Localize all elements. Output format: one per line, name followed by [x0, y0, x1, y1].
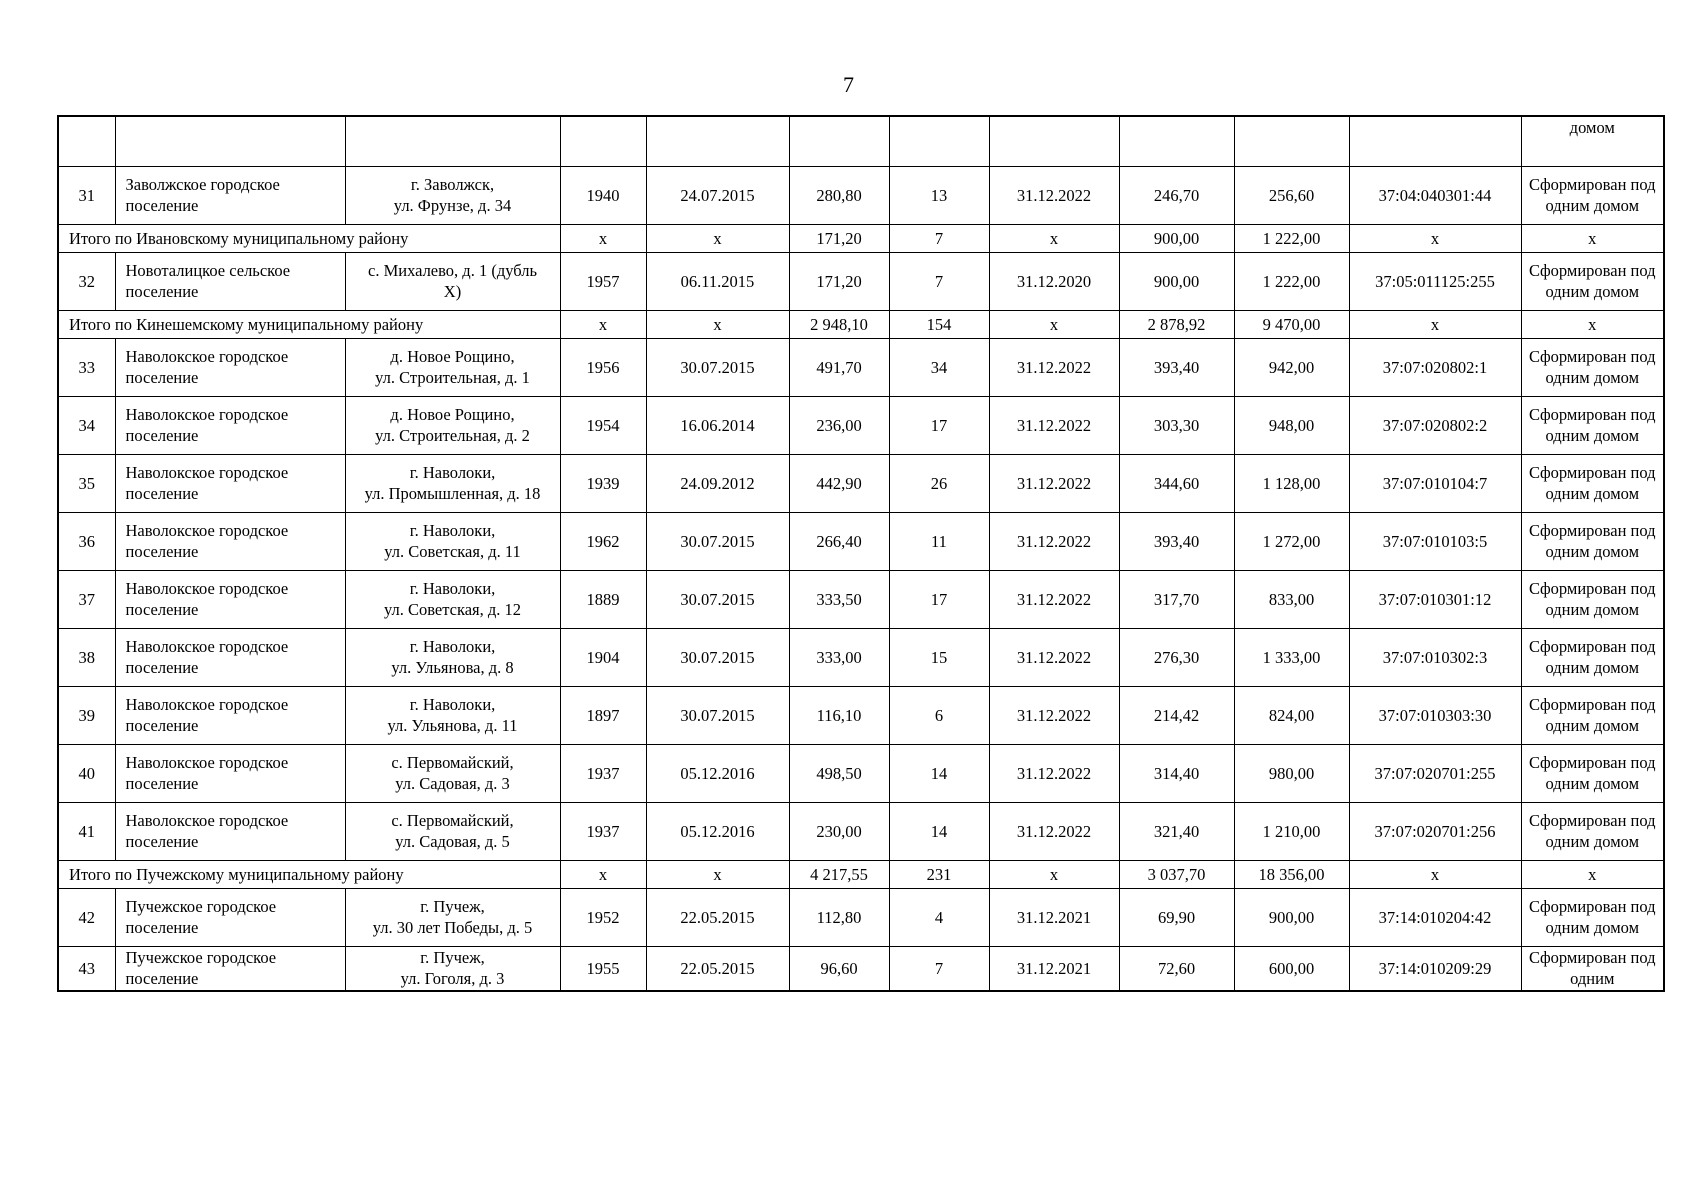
residents: 26: [889, 454, 989, 512]
area-2: 321,40: [1119, 802, 1234, 860]
build-year: 1956: [560, 338, 646, 396]
build-year: 1937: [560, 802, 646, 860]
area: 96,60: [789, 946, 889, 991]
land-area: 1 128,00: [1234, 454, 1349, 512]
address-line-2: Х): [443, 282, 462, 301]
table-row: [58, 802, 1664, 860]
row-number: 34: [58, 396, 115, 454]
total-date: x: [646, 860, 789, 888]
address-cell: [345, 570, 560, 628]
address-line-2: ул. Садовая, д. 3: [395, 774, 510, 793]
address-line-2: ул. Строительная, д. 2: [375, 426, 530, 445]
settlement-name: Наволокское городское поселение: [115, 338, 345, 396]
deadline: 31.12.2022: [989, 802, 1119, 860]
address-line-1: г. Наволоки,: [409, 695, 496, 714]
row-number: 42: [58, 888, 115, 946]
build-year: 1897: [560, 686, 646, 744]
land-area: 1 333,00: [1234, 628, 1349, 686]
recognition-date: 24.09.2012: [646, 454, 789, 512]
total-year: x: [560, 310, 646, 338]
area: 236,00: [789, 396, 889, 454]
address-line-2: ул. Садовая, д. 5: [395, 832, 510, 851]
residents: 15: [889, 628, 989, 686]
status-cell: Сформирован под одним домом: [1521, 686, 1664, 744]
build-year: 1889: [560, 570, 646, 628]
address-cell: [345, 166, 560, 224]
area: 333,00: [789, 628, 889, 686]
land-area: 256,60: [1234, 166, 1349, 224]
settlement-name: Заволжское городское поселение: [115, 166, 345, 224]
cadastral-number: 37:07:010303:30: [1349, 686, 1521, 744]
total-area2: 2 878,92: [1119, 310, 1234, 338]
row-number: 32: [58, 252, 115, 310]
address-line-1: г. Наволоки,: [409, 579, 496, 598]
area-2: 344,60: [1119, 454, 1234, 512]
row-number: 35: [58, 454, 115, 512]
residents: 7: [889, 946, 989, 991]
total-row: [58, 860, 1664, 888]
deadline: 31.12.2022: [989, 744, 1119, 802]
total-area: 2 948,10: [789, 310, 889, 338]
address-line-1: г. Пучеж,: [420, 948, 485, 968]
total-deadline: x: [989, 224, 1119, 252]
recognition-date: 05.12.2016: [646, 744, 789, 802]
total-land-area: 9 470,00: [1234, 310, 1349, 338]
residents: 6: [889, 686, 989, 744]
area-2: 314,40: [1119, 744, 1234, 802]
row-number: 39: [58, 686, 115, 744]
cadastral-number: 37:05:011125:255: [1349, 252, 1521, 310]
total-label: Итого по Ивановскому муниципальному району: [58, 224, 560, 252]
status-cell: Сформирован под одним домом: [1521, 396, 1664, 454]
total-cadastral: x: [1349, 224, 1521, 252]
total-residents: 7: [889, 224, 989, 252]
address-line-1: г. Пучеж,: [420, 897, 485, 916]
deadline: 31.12.2021: [989, 946, 1119, 991]
status-cell: домом: [1521, 116, 1664, 166]
table-row: [58, 744, 1664, 802]
deadline: 31.12.2022: [989, 570, 1119, 628]
housing-table: [57, 115, 1665, 992]
deadline: 31.12.2022: [989, 454, 1119, 512]
area-2: 69,90: [1119, 888, 1234, 946]
address-line-2: ул. Ульянова, д. 8: [391, 658, 514, 677]
total-date: x: [646, 224, 789, 252]
land-area: 824,00: [1234, 686, 1349, 744]
area-2: 214,42: [1119, 686, 1234, 744]
address-cell: [345, 512, 560, 570]
table-row: [58, 628, 1664, 686]
address-line-1: г. Заволжск,: [410, 175, 495, 194]
residents: 34: [889, 338, 989, 396]
table-row: [58, 512, 1664, 570]
build-year: 1962: [560, 512, 646, 570]
area: 116,10: [789, 686, 889, 744]
total-date: x: [646, 310, 789, 338]
row-number: 41: [58, 802, 115, 860]
total-label: Итого по Пучежскому муниципальному району: [58, 860, 560, 888]
area: 280,80: [789, 166, 889, 224]
build-year: 1940: [560, 166, 646, 224]
area-2: 393,40: [1119, 338, 1234, 396]
build-year: 1957: [560, 252, 646, 310]
cadastral-number: 37:04:040301:44: [1349, 166, 1521, 224]
residents: 17: [889, 570, 989, 628]
total-residents: 154: [889, 310, 989, 338]
status-cell: Сформирован под одним домом: [1521, 338, 1664, 396]
recognition-date: 06.11.2015: [646, 252, 789, 310]
row-number: 31: [58, 166, 115, 224]
total-land-area: 1 222,00: [1234, 224, 1349, 252]
status-cell: Сформирован под одним домом: [1521, 454, 1664, 512]
land-area: 1 272,00: [1234, 512, 1349, 570]
settlement-name: Наволокское городское поселение: [115, 570, 345, 628]
build-year: 1939: [560, 454, 646, 512]
deadline: 31.12.2020: [989, 252, 1119, 310]
address-cell: [345, 454, 560, 512]
recognition-date: 30.07.2015: [646, 686, 789, 744]
address-line-1: с. Первомайский,: [391, 753, 514, 772]
continuation-row: [58, 116, 1664, 166]
land-area: 900,00: [1234, 888, 1349, 946]
area-2: 72,60: [1119, 946, 1234, 991]
total-row: [58, 310, 1664, 338]
build-year: 1955: [560, 946, 646, 991]
area-2: 317,70: [1119, 570, 1234, 628]
recognition-date: 16.06.2014: [646, 396, 789, 454]
address-cell: [345, 628, 560, 686]
total-cadastral: x: [1349, 310, 1521, 338]
recognition-date: 30.07.2015: [646, 512, 789, 570]
area-2: 900,00: [1119, 252, 1234, 310]
cadastral-number: 37:07:020701:256: [1349, 802, 1521, 860]
land-area: 980,00: [1234, 744, 1349, 802]
area: 333,50: [789, 570, 889, 628]
settlement-name: Наволокское городское поселение: [115, 454, 345, 512]
build-year: 1952: [560, 888, 646, 946]
address-cell: [345, 252, 560, 310]
total-year: x: [560, 224, 646, 252]
land-area: 948,00: [1234, 396, 1349, 454]
address-line-1: с. Михалево, д. 1 (дубль: [368, 261, 537, 280]
status-cell: Сформирован под одним домом: [1521, 802, 1664, 860]
land-area: 833,00: [1234, 570, 1349, 628]
total-area2: 900,00: [1119, 224, 1234, 252]
total-status: x: [1521, 224, 1664, 252]
total-area: 4 217,55: [789, 860, 889, 888]
area: 230,00: [789, 802, 889, 860]
area-2: 246,70: [1119, 166, 1234, 224]
address-cell: [345, 686, 560, 744]
cadastral-number: 37:07:010103:5: [1349, 512, 1521, 570]
area: 498,50: [789, 744, 889, 802]
total-land-area: 18 356,00: [1234, 860, 1349, 888]
cadastral-number: 37:07:020802:1: [1349, 338, 1521, 396]
status-cell: Сформирован под одним домом: [1521, 512, 1664, 570]
settlement-name: Наволокское городское поселение: [115, 744, 345, 802]
total-cadastral: x: [1349, 860, 1521, 888]
total-residents: 231: [889, 860, 989, 888]
address-cell: [345, 802, 560, 860]
address-line-2: ул. Советская, д. 11: [384, 542, 521, 561]
cadastral-number: 37:14:010209:29: [1349, 946, 1521, 991]
total-deadline: x: [989, 310, 1119, 338]
address-cell: [345, 946, 560, 991]
table-row: [58, 570, 1664, 628]
cadastral-number: 37:07:010302:3: [1349, 628, 1521, 686]
address-cell: [345, 888, 560, 946]
table-row: [58, 888, 1664, 946]
recognition-date: 05.12.2016: [646, 802, 789, 860]
row-number: 38: [58, 628, 115, 686]
build-year: 1904: [560, 628, 646, 686]
address-line-2: ул. 30 лет Победы, д. 5: [372, 918, 533, 937]
address-line-2: ул. Советская, д. 12: [383, 600, 522, 619]
status-cell: Сформирован под одним: [1521, 946, 1664, 991]
settlement-name: Пучежское городское поселение: [115, 946, 345, 991]
deadline: 31.12.2022: [989, 396, 1119, 454]
deadline: 31.12.2022: [989, 512, 1119, 570]
address-line-1: д. Новое Рощино,: [390, 347, 515, 366]
total-status: x: [1521, 860, 1664, 888]
deadline: 31.12.2022: [989, 628, 1119, 686]
status-cell: Сформирован под одним домом: [1521, 744, 1664, 802]
table-row: [58, 338, 1664, 396]
table-row: [58, 686, 1664, 744]
address-line-1: д. Новое Рощино,: [390, 405, 515, 424]
total-status: x: [1521, 310, 1664, 338]
status-cell: Сформирован под одним домом: [1521, 166, 1664, 224]
area-2: 303,30: [1119, 396, 1234, 454]
table-row: [58, 946, 1664, 991]
recognition-date: 30.07.2015: [646, 628, 789, 686]
address-line-1: с. Первомайский,: [391, 811, 514, 830]
total-year: x: [560, 860, 646, 888]
table-row: [58, 454, 1664, 512]
residents: 4: [889, 888, 989, 946]
total-deadline: x: [989, 860, 1119, 888]
residents: 14: [889, 744, 989, 802]
status-cell: Сформирован под одним домом: [1521, 628, 1664, 686]
table-row: [58, 252, 1664, 310]
row-number: 36: [58, 512, 115, 570]
status-cell: Сформирован под одним домом: [1521, 252, 1664, 310]
residents: 11: [889, 512, 989, 570]
address-line-2: ул. Ульянова, д. 11: [387, 716, 518, 735]
address-line-1: г. Наволоки,: [409, 521, 496, 540]
total-row: [58, 224, 1664, 252]
address-line-2: ул. Гоголя, д. 3: [400, 969, 505, 989]
total-area2: 3 037,70: [1119, 860, 1234, 888]
settlement-name: Наволокское городское поселение: [115, 802, 345, 860]
settlement-name: Пучежское городское поселение: [115, 888, 345, 946]
total-label: Итого по Кинешемскому муниципальному району: [58, 310, 560, 338]
deadline: 31.12.2022: [989, 338, 1119, 396]
settlement-name: Наволокское городское поселение: [115, 396, 345, 454]
row-number: 43: [58, 946, 115, 991]
deadline: 31.12.2022: [989, 166, 1119, 224]
area-2: 276,30: [1119, 628, 1234, 686]
address-line-1: г. Наволоки,: [409, 637, 496, 656]
recognition-date: 22.05.2015: [646, 888, 789, 946]
settlement-name: Наволокское городское поселение: [115, 512, 345, 570]
land-area: 1 222,00: [1234, 252, 1349, 310]
land-area: 1 210,00: [1234, 802, 1349, 860]
cadastral-number: 37:07:010104:7: [1349, 454, 1521, 512]
residents: 14: [889, 802, 989, 860]
area: 112,80: [789, 888, 889, 946]
settlement-name: Наволокское городское поселение: [115, 628, 345, 686]
address-cell: [345, 338, 560, 396]
status-cell: Сформирован под одним домом: [1521, 570, 1664, 628]
residents: 13: [889, 166, 989, 224]
address-cell: [345, 396, 560, 454]
total-area: 171,20: [789, 224, 889, 252]
recognition-date: 30.07.2015: [646, 570, 789, 628]
address-line-2: ул. Строительная, д. 1: [375, 368, 530, 387]
cadastral-number: 37:07:020701:255: [1349, 744, 1521, 802]
row-number: 37: [58, 570, 115, 628]
status-cell: Сформирован под одним домом: [1521, 888, 1664, 946]
residents: 7: [889, 252, 989, 310]
address-line-2: ул. Фрунзе, д. 34: [393, 196, 512, 215]
settlement-name: Наволокское городское поселение: [115, 686, 345, 744]
deadline: 31.12.2022: [989, 686, 1119, 744]
table-row: [58, 166, 1664, 224]
area: 442,90: [789, 454, 889, 512]
build-year: 1937: [560, 744, 646, 802]
deadline: 31.12.2021: [989, 888, 1119, 946]
row-number: 33: [58, 338, 115, 396]
recognition-date: 30.07.2015: [646, 338, 789, 396]
table-row: [58, 396, 1664, 454]
settlement-name: Новоталицкое сельское поселение: [115, 252, 345, 310]
recognition-date: 22.05.2015: [646, 946, 789, 991]
residents: 17: [889, 396, 989, 454]
recognition-date: 24.07.2015: [646, 166, 789, 224]
land-area: 942,00: [1234, 338, 1349, 396]
build-year: 1954: [560, 396, 646, 454]
area: 491,70: [789, 338, 889, 396]
cadastral-number: 37:07:010301:12: [1349, 570, 1521, 628]
area: 171,20: [789, 252, 889, 310]
page-number: 7: [843, 72, 854, 97]
area: 266,40: [789, 512, 889, 570]
area-2: 393,40: [1119, 512, 1234, 570]
land-area: 600,00: [1234, 946, 1349, 991]
address-line-2: ул. Промышленная, д. 18: [364, 484, 541, 503]
row-number: 40: [58, 744, 115, 802]
cadastral-number: 37:14:010204:42: [1349, 888, 1521, 946]
cadastral-number: 37:07:020802:2: [1349, 396, 1521, 454]
address-cell: [345, 744, 560, 802]
address-line-1: г. Наволоки,: [409, 463, 496, 482]
